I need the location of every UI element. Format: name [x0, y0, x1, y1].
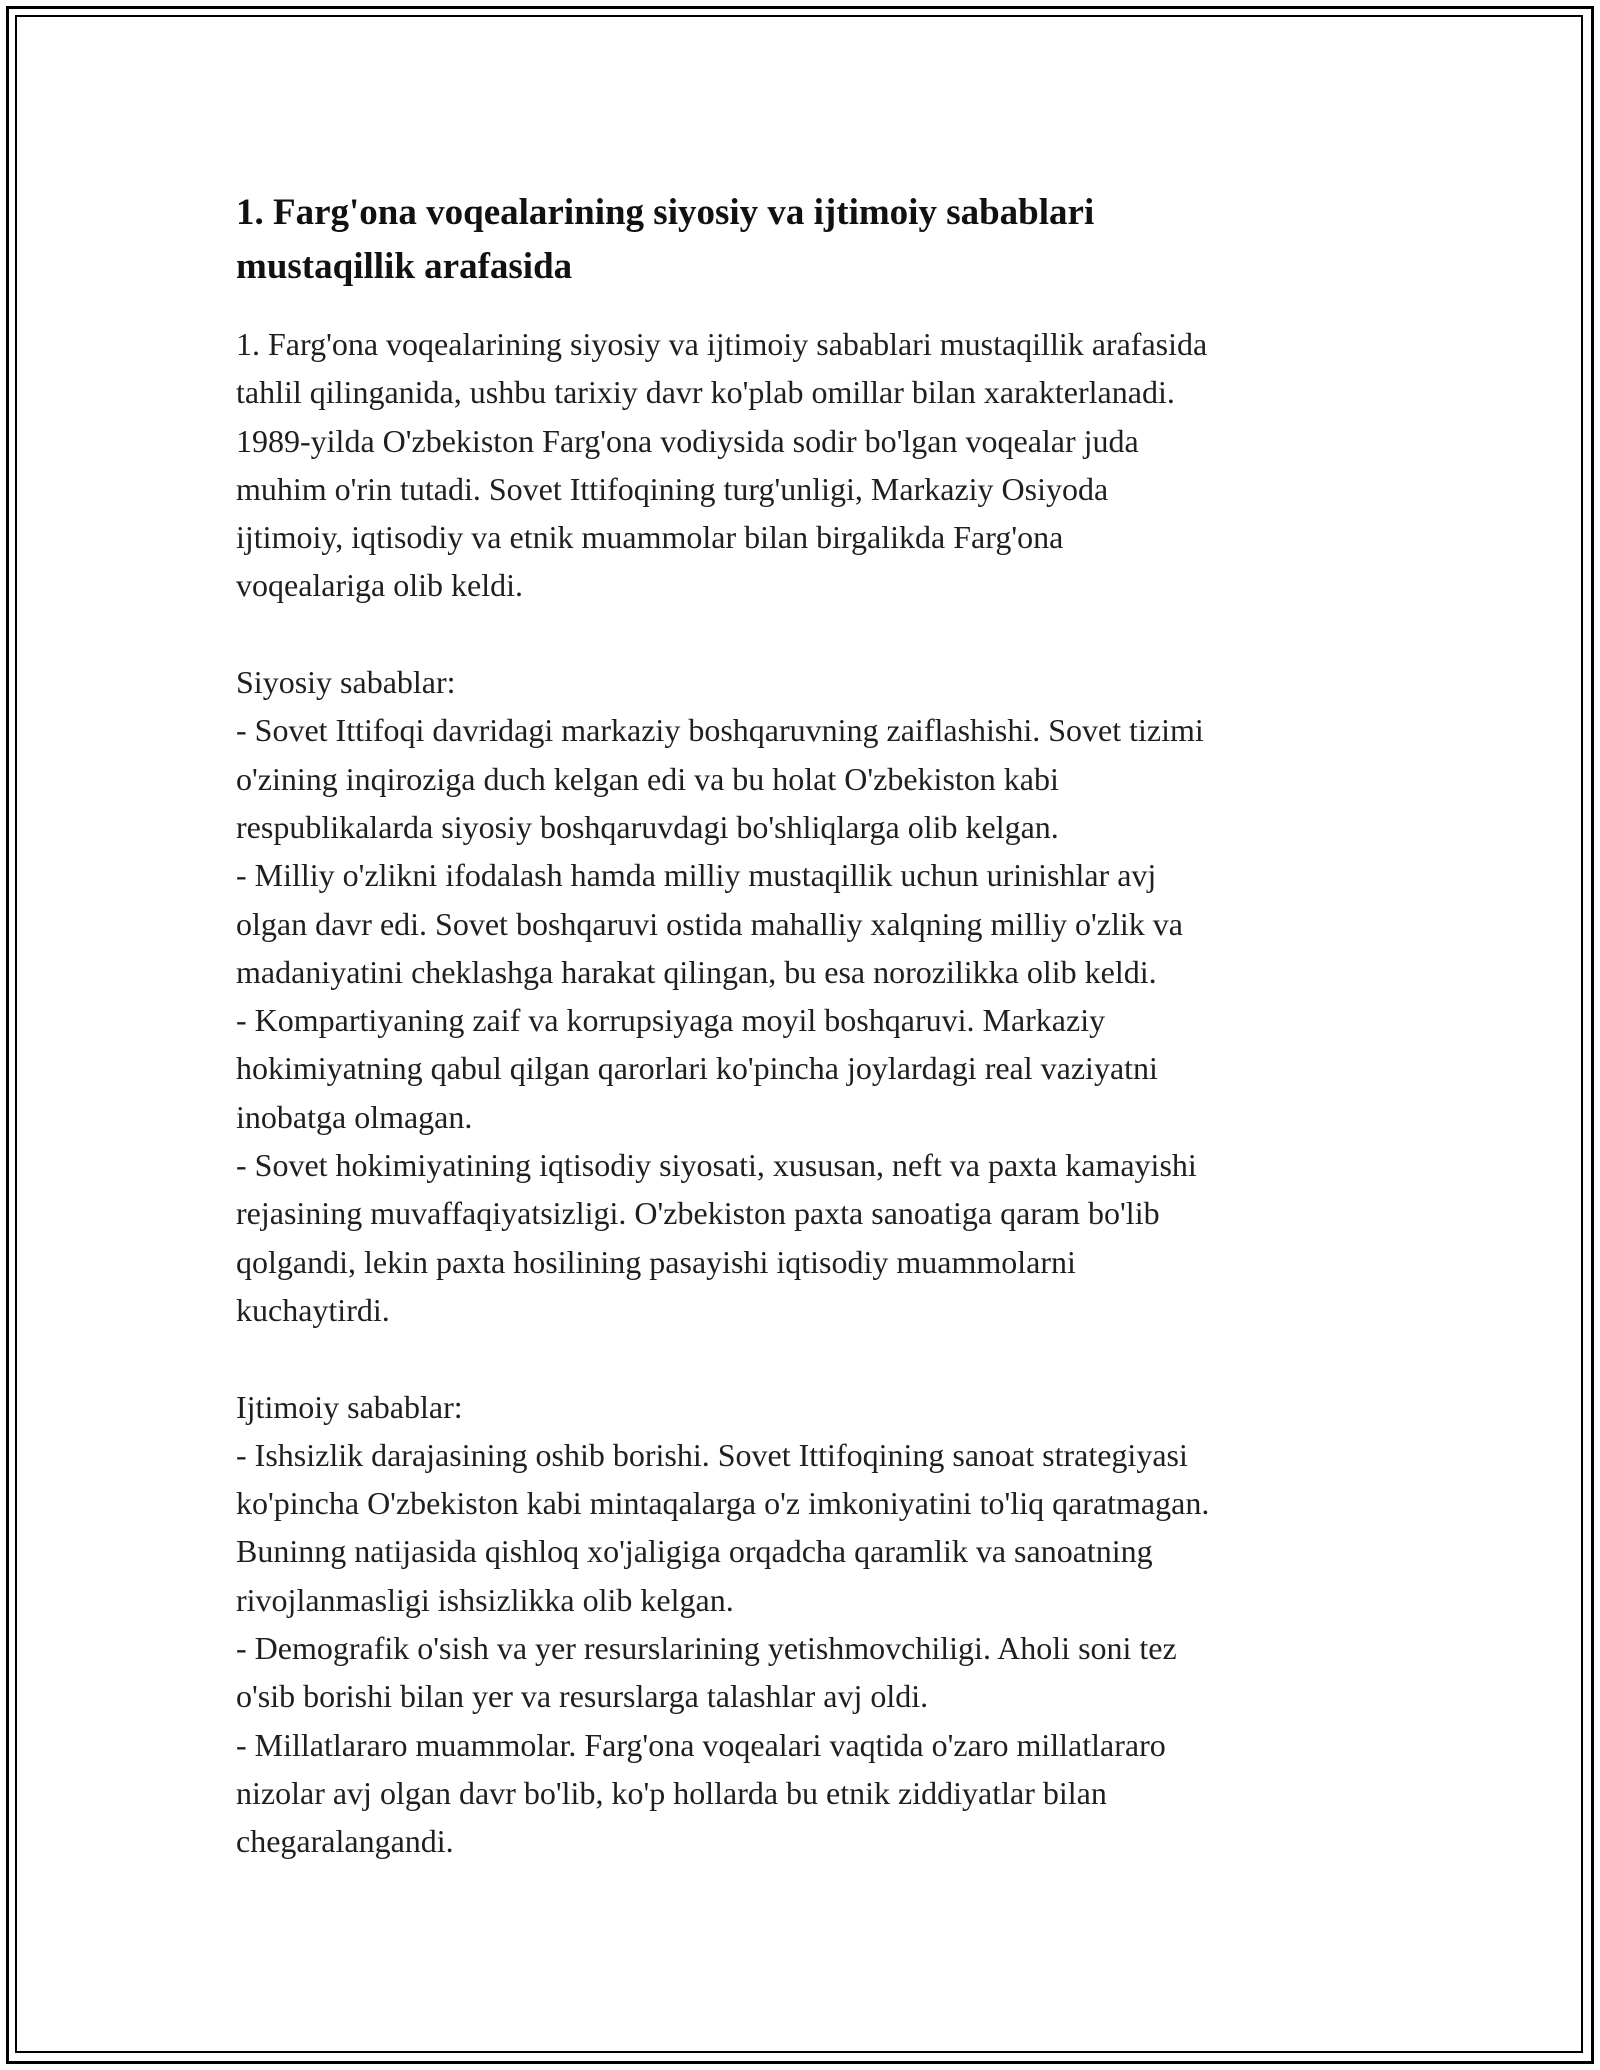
text-line: - Demografik o'sish va yer resurslarining yetishmovchiligi. Aholi soni tez — [236, 1630, 1177, 1667]
political-reasons-section — [236, 658, 1366, 1334]
text-line: - Kompartiyaning zaif va korrupsiyaga moyil boshqaruvi. Markaziy — [236, 1002, 1106, 1039]
text-line: rivojlanmasligi ishsizlikka olib kelgan. — [236, 1581, 734, 1618]
text-line: - Millatlararo muammolar. Farg'ona voqealari vaqtida o'zaro millatlararo — [236, 1726, 1166, 1763]
text-line: ijtimoiy, iqtisodiy va etnik muammolar bilan birgalikda Farg'ona — [236, 519, 1064, 556]
text-line: qolgandi, lekin paxta hosilining pasayishi iqtisodiy muammolarni — [236, 1243, 1076, 1280]
text-line: kuchaytirdi. — [236, 1291, 390, 1328]
page-title — [236, 186, 1366, 294]
text-line: - Ishsizlik darajasining oshib borishi. Sovet Ittifoqining sanoat strategiyasi — [236, 1436, 1188, 1473]
text-line: o'sib borishi bilan yer va resurslarga talashlar avj oldi. — [236, 1678, 929, 1715]
text-line: - Sovet Ittifoqi davridagi markaziy boshqaruvning zaiflashishi. Sovet tizimi — [236, 712, 1204, 749]
text-line: Buninng natijasida qishloq xo'jaligiga orqadcha qaramlik va sanoatning — [236, 1533, 1153, 1570]
text-line: 1989-yilda O'zbekiston Farg'ona vodiysida sodir bo'lgan voqealar juda — [236, 422, 1139, 459]
paragraph-gap — [236, 1334, 1366, 1382]
text-line: 1. Farg'ona voqealarining siyosiy va ijtimoiy sabablari mustaqillik arafasida — [236, 326, 1208, 362]
text-line: rejasining muvaffaqiyatsizligi. O'zbekiston paxta sanoatiga qaram bo'lib — [236, 1195, 1160, 1232]
document-content — [236, 186, 1366, 1866]
text-line: tahlil qilinganida, ushbu tarixiy davr ko'plab omillar bilan xarakterlanadi. — [236, 374, 1175, 411]
text-line: madaniyatini cheklashga harakat qilingan, bu esa norozilikka olib keldi. — [236, 953, 1157, 990]
title-line: 1. Farg'ona voqealarining siyosiy va ijtimoiy sabablari — [236, 192, 1095, 233]
text-line: olgan davr edi. Sovet boshqaruvi ostida mahalliy xalqning milliy o'zlik va — [236, 905, 1183, 942]
text-line: inobatga olmagan. — [236, 1098, 473, 1135]
document-body — [236, 320, 1366, 1866]
text-line: voqealariga olib keldi. — [236, 567, 524, 604]
text-line: o'zining inqiroziga duch kelgan edi va bu holat O'zbekiston kabi — [236, 760, 1059, 797]
text-line: muhim o'rin tutadi. Sovet Ittifoqining turg'unligi, Markaziy Osiyoda — [236, 470, 1109, 507]
section-heading: Siyosiy sabablar: — [236, 664, 456, 701]
social-reasons-section — [236, 1383, 1366, 1866]
text-line: hokimiyatning qabul qilgan qarorlari ko'pincha joylardagi real vaziyatni — [236, 1050, 1158, 1087]
text-line: chegaralangandi. — [236, 1823, 454, 1860]
text-line: ko'pincha O'zbekiston kabi mintaqalarga o'z imkoniyatini to'liq qaratmagan. — [236, 1485, 1210, 1522]
text-line: nizolar avj olgan davr bo'lib, ko'p hollarda bu etnik ziddiyatlar bilan — [236, 1774, 1107, 1811]
intro-paragraph — [236, 320, 1366, 610]
text-line: - Milliy o'zlikni ifodalash hamda milliy mustaqillik uchun urinishlar avj — [236, 857, 1157, 894]
text-line: respublikalarda siyosiy boshqaruvdagi bo'shliqlarga olib kelgan. — [236, 808, 1059, 845]
section-heading: Ijtimoiy sabablar: — [236, 1388, 463, 1425]
text-line: - Sovet hokimiyatining iqtisodiy siyosati, xususan, neft va paxta kamayishi — [236, 1147, 1197, 1184]
title-line: mustaqillik arafasida — [236, 246, 573, 287]
paragraph-gap — [236, 610, 1366, 658]
